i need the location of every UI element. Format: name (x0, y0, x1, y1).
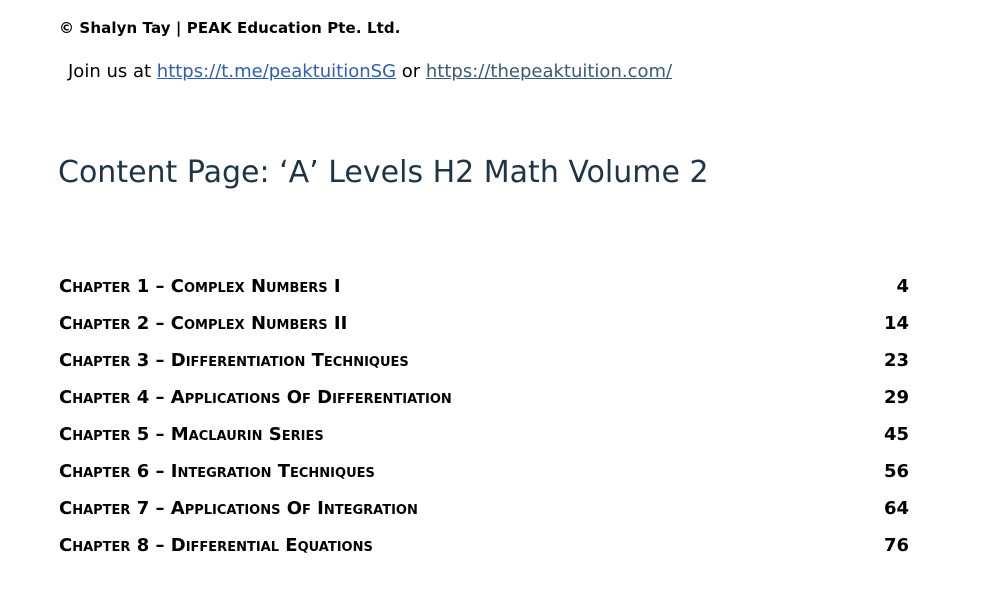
telegram-link[interactable]: https://t.me/peaktuitionSG (156, 61, 397, 82)
toc-chapter-title: Chapter 5 – Maclaurin Series (59, 424, 324, 445)
toc-chapter-title: Chapter 3 – Differentiation Techniques (59, 350, 409, 371)
toc-page-number: 45 (883, 424, 909, 445)
toc-row[interactable] (59, 274, 909, 311)
toc-chapter-title: Chapter 8 – Differential Equations (59, 535, 373, 556)
toc-page-number: 23 (883, 350, 909, 371)
toc-page-number: 14 (883, 313, 909, 334)
toc-page-number: 56 (883, 461, 909, 482)
toc-row[interactable] (59, 385, 909, 422)
toc-page-number: 29 (883, 387, 909, 408)
toc-chapter-title: Chapter 4 – Applications Of Differentiation (59, 387, 452, 408)
toc-row[interactable] (59, 496, 909, 533)
copyright-notice: © Shalyn Tay | PEAK Education Pte. Ltd. (59, 19, 401, 37)
join-middle: or (396, 61, 426, 82)
toc-row[interactable] (59, 311, 909, 348)
join-line (68, 61, 672, 82)
toc-row[interactable] (59, 422, 909, 459)
toc-row[interactable] (59, 348, 909, 385)
website-link[interactable]: https://thepeaktuition.com/ (425, 61, 673, 82)
toc-page-number: 64 (883, 498, 909, 519)
toc-row[interactable] (59, 459, 909, 496)
page-title: Content Page: ‘A’ Levels H2 Math Volume 2 (58, 155, 709, 190)
toc-chapter-title: Chapter 2 – Complex Numbers II (59, 313, 348, 334)
table-of-contents (59, 274, 909, 570)
toc-chapter-title: Chapter 6 – Integration Techniques (59, 461, 375, 482)
join-prefix: Join us at (68, 61, 157, 82)
toc-page-number: 4 (896, 276, 909, 297)
toc-page-number: 76 (883, 535, 909, 556)
toc-chapter-title: Chapter 1 – Complex Numbers I (59, 276, 341, 297)
toc-row[interactable] (59, 533, 909, 570)
toc-chapter-title: Chapter 7 – Applications Of Integration (59, 498, 418, 519)
